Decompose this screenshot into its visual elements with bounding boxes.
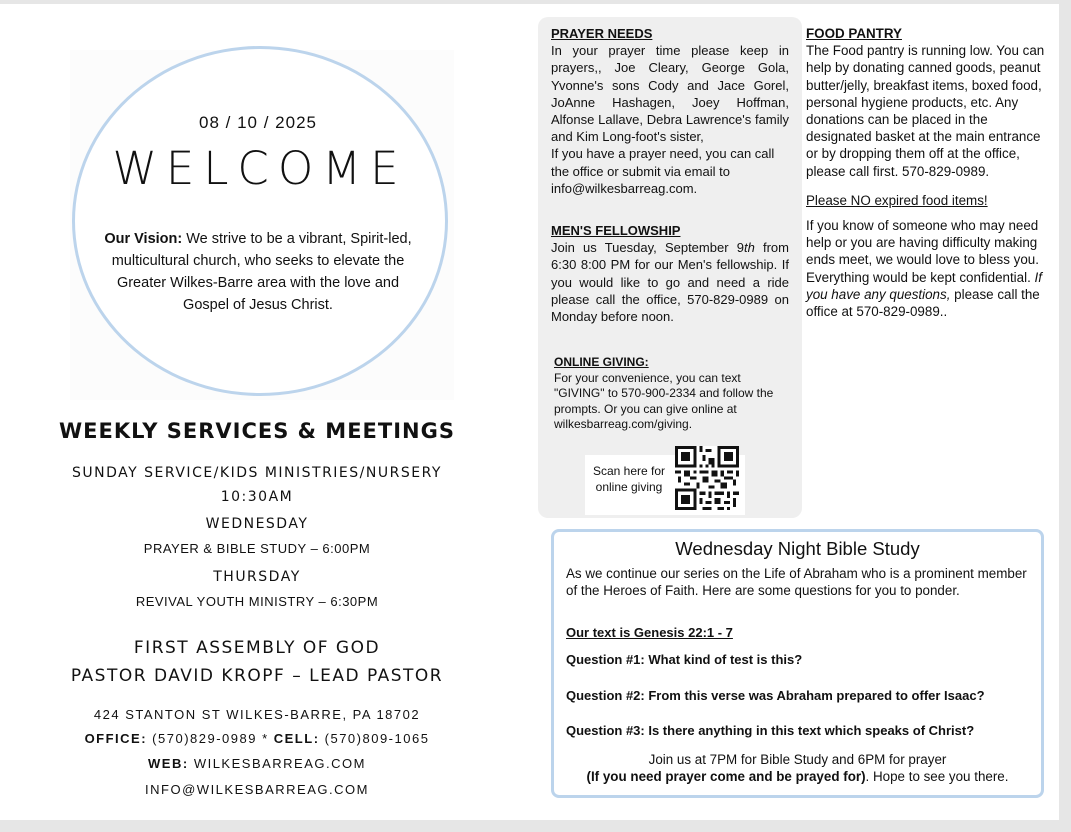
join-end: . Hope to see you there.	[865, 769, 1009, 785]
online-giving-body: For your convenience, you can text "GIVING" to 570-900-2334 and follow the prompts. Or you can give online at wilkesbarreag.com/giving.	[554, 370, 774, 431]
question-3: Question #3: Is there anything in this text which speaks of Christ?	[566, 723, 975, 738]
scan-label: Scan here for online giving	[592, 464, 666, 494]
wednesday-title: WEDNESDAY	[205, 516, 309, 532]
website	[40, 756, 474, 771]
food-pantry-body: The Food pantry is running low. You can help by donating canned goods, peanut butter/jelly, breakfast items, boxed food, personal hygiene products, etc. Any donations can be placed in the designated basket at the main entrance or by dropping them off at the office, please call first. 570-829-0989.	[806, 43, 1045, 179]
bible-study-title: Wednesday Night Bible Study	[675, 538, 920, 559]
welcome-circle	[72, 46, 448, 396]
mens-body-suffix: th	[743, 240, 755, 256]
vision-text: We strive to be a vibrant, Spirit-led, multicultural church, who seeks to elevate the Greater Wilkes-Barre area with the love and Gospel of Jesus Christ.	[111, 231, 412, 313]
sunday-service-title: SUNDAY SERVICE/KIDS MINISTRIES/NURSERY	[72, 465, 442, 481]
web-link[interactable]: WILKESBARREAG.COM	[188, 756, 366, 771]
wednesday-detail: PRAYER & BIBLE STUDY – 6:00PM	[143, 541, 371, 556]
thursday-detail: REVIVAL YOUTH MINISTRY – 6:30PM	[135, 594, 379, 609]
question-2: Question #2: From this verse was Abraham prepared to offer Isaac?	[566, 688, 985, 703]
join-line: Join us at 7PM for Bible Study and 6PM for prayer	[648, 752, 947, 767]
prayer-needs-followup: If you have a prayer need, you can call the office or submit via email to info@wilkesbarreag.com.	[551, 146, 775, 196]
thursday-title: THURSDAY	[213, 569, 301, 585]
bible-study-intro: As we continue our series on the Life of Abraham who is a prominent member of the Heroes of Faith. Here are some questions for you to ponder.	[566, 566, 1027, 599]
join-line-2	[551, 768, 1044, 785]
mens-fellowship-heading: MEN'S FELLOWSHIP	[551, 223, 681, 238]
bible-text-reference: Our text is Genesis 22:1 - 7	[566, 625, 733, 640]
expired-notice: Please NO expired food items!	[806, 192, 988, 208]
office-number: (570)829-0989 *	[147, 731, 274, 746]
mens-fellowship-body	[551, 239, 789, 325]
sunday-service-time: 10:30AM	[220, 489, 294, 505]
church-name: FIRST ASSEMBLY OF GOD	[133, 638, 381, 658]
food-pantry-section	[806, 25, 1046, 320]
office-label: OFFICE:	[84, 731, 148, 746]
email-link[interactable]: INFO@WILKESBARREAG.COM	[145, 782, 369, 797]
prayer-needs-section	[551, 25, 789, 197]
vision-statement	[98, 228, 418, 316]
church-address: 424 STANTON ST WILKES-BARRE, PA 18702	[93, 707, 421, 722]
cell-number: (570)809-1065	[319, 731, 430, 746]
bulletin-date: 08 / 10 / 2025	[199, 113, 317, 132]
qr-code-icon[interactable]	[675, 446, 739, 510]
help-end: please call the office at 570-829-0989..	[806, 286, 1040, 320]
cell-label: CELL:	[273, 731, 320, 746]
vision-label: Our Vision:	[104, 231, 183, 247]
join-bold: (If you need prayer come and be prayed for)	[586, 769, 866, 785]
mens-body-start: Join us Tuesday, September 9	[551, 240, 744, 256]
bible-study-invite	[551, 751, 1044, 786]
online-giving-heading: ONLINE GIVING:	[554, 355, 649, 369]
weekly-services-heading: WEEKLY SERVICES & MEETINGS	[59, 419, 455, 443]
sunday-service	[40, 461, 474, 509]
web-label: WEB:	[148, 756, 189, 771]
help-italic: If you have any questions,	[806, 269, 1042, 302]
lead-pastor: PASTOR DAVID KROPF – LEAD PASTOR	[70, 666, 444, 686]
church-info	[40, 634, 474, 690]
mens-body-end: from 6:30 8:00 PM for our Men's fellowship. If you would like to go and need a ride please call the office, 570-829-0989 on Monday before noon.	[551, 240, 789, 325]
online-giving-section	[554, 355, 784, 433]
food-pantry-help	[806, 217, 1046, 320]
phone-numbers	[40, 731, 474, 746]
prayer-needs-body: In your prayer time please keep in prayers,, Joe Cleary, George Gola, Yvonne's sons Cody and Jace Gorel, JoAnne Hashagen, Joey Hoffman, Alfonse Lallave, Debra Lawrence's family and Kim Long-foot's sister,	[551, 43, 789, 145]
mens-fellowship-section	[551, 222, 789, 325]
help-text: If you know of someone who may need help or you are having difficulty making ends meet, we would love to bless you. Everything would be kept confidential.	[806, 218, 1039, 285]
welcome-title: WELCOME	[112, 142, 408, 195]
question-1: Question #1: What kind of test is this?	[566, 652, 803, 667]
food-pantry-heading: FOOD PANTRY	[806, 26, 902, 41]
prayer-needs-heading: PRAYER NEEDS	[551, 26, 653, 41]
